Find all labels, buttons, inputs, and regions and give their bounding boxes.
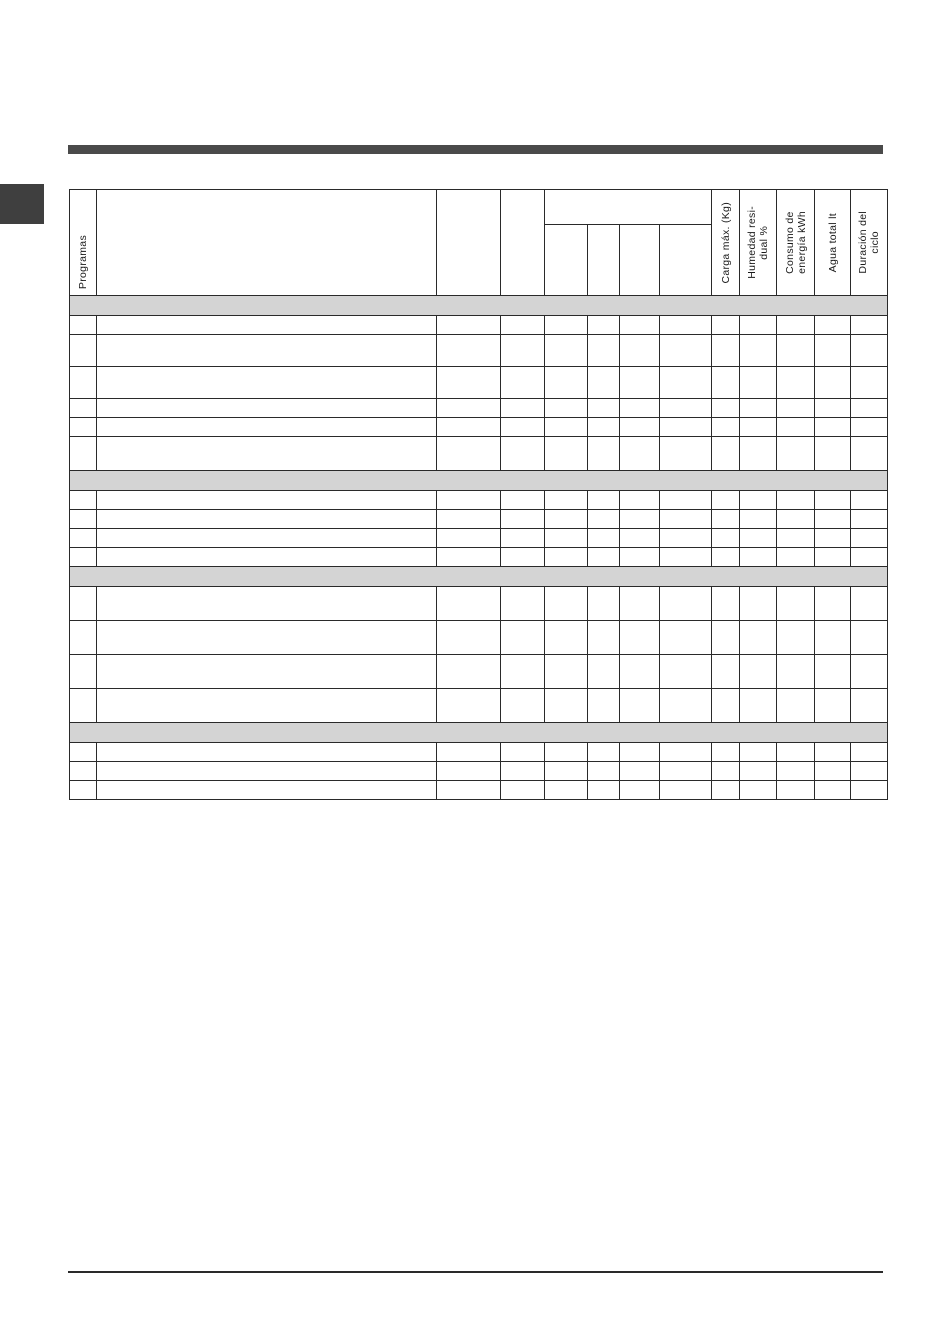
program-cell: [97, 529, 437, 548]
program-cell: [660, 418, 712, 437]
program-cell: [588, 367, 620, 399]
program-cell: [777, 621, 815, 655]
program-cell: [712, 316, 740, 335]
program-cell: [437, 335, 501, 367]
program-cell: [851, 762, 888, 781]
program-cell: [740, 743, 777, 762]
program-cell: [588, 510, 620, 529]
program-cell: [545, 587, 588, 621]
program-cell: [620, 548, 660, 567]
header-sub-col-2: [588, 225, 620, 296]
program-cell: [70, 743, 97, 762]
program-cell: [97, 689, 437, 723]
program-cell: [712, 418, 740, 437]
program-cell: [501, 335, 545, 367]
program-cell: [660, 762, 712, 781]
program-cell: [97, 335, 437, 367]
program-row: [70, 621, 888, 655]
program-cell: [437, 548, 501, 567]
program-cell: [712, 437, 740, 471]
program-cell: [501, 621, 545, 655]
program-cell: [660, 781, 712, 800]
program-cell: [70, 491, 97, 510]
group-header-row: [70, 567, 888, 587]
header-carga-max: [712, 190, 740, 296]
program-cell: [660, 529, 712, 548]
program-cell: [501, 548, 545, 567]
program-row: [70, 587, 888, 621]
program-cell: [437, 367, 501, 399]
program-cell: [545, 510, 588, 529]
program-cell: [70, 548, 97, 567]
program-cell: [620, 743, 660, 762]
program-cell: [815, 548, 851, 567]
program-cell: [545, 335, 588, 367]
program-cell: [712, 399, 740, 418]
program-cell: [777, 587, 815, 621]
program-cell: [620, 510, 660, 529]
program-cell: [815, 689, 851, 723]
program-cell: [777, 367, 815, 399]
program-cell: [545, 743, 588, 762]
header-sub-col-1: [545, 225, 588, 296]
program-cell: [501, 743, 545, 762]
program-cell: [437, 437, 501, 471]
program-cell: [588, 743, 620, 762]
program-cell: [777, 437, 815, 471]
program-cell: [70, 587, 97, 621]
program-cell: [545, 491, 588, 510]
program-cell: [97, 399, 437, 418]
program-cell: [660, 510, 712, 529]
program-cell: [815, 743, 851, 762]
footer-rule: [68, 1271, 883, 1273]
program-cell: [501, 587, 545, 621]
program-cell: [851, 335, 888, 367]
program-cell: [660, 655, 712, 689]
program-cell: [97, 510, 437, 529]
program-cell: [620, 491, 660, 510]
program-row: [70, 335, 888, 367]
program-row: [70, 418, 888, 437]
program-cell: [545, 437, 588, 471]
program-row: [70, 529, 888, 548]
program-cell: [588, 491, 620, 510]
program-cell: [851, 491, 888, 510]
program-cell: [712, 781, 740, 800]
program-cell: [815, 510, 851, 529]
program-cell: [437, 399, 501, 418]
program-cell: [97, 587, 437, 621]
program-cell: [501, 529, 545, 548]
program-cell: [851, 529, 888, 548]
program-cell: [501, 437, 545, 471]
program-cell: [437, 762, 501, 781]
program-cell: [620, 781, 660, 800]
program-cell: [545, 781, 588, 800]
program-cell: [740, 529, 777, 548]
program-cell: [851, 587, 888, 621]
program-cell: [545, 762, 588, 781]
program-cell: [588, 399, 620, 418]
program-cell: [851, 621, 888, 655]
program-cell: [97, 491, 437, 510]
program-cell: [777, 689, 815, 723]
program-cell: [851, 367, 888, 399]
program-cell: [437, 529, 501, 548]
program-cell: [851, 316, 888, 335]
program-cell: [588, 781, 620, 800]
header-carga-max-label: Carga máx. (Kg): [719, 201, 732, 284]
program-cell: [501, 399, 545, 418]
program-row: [70, 743, 888, 762]
program-cell: [740, 367, 777, 399]
program-cell: [545, 689, 588, 723]
program-row: [70, 781, 888, 800]
program-cell: [545, 529, 588, 548]
program-cell: [70, 655, 97, 689]
program-cell: [777, 743, 815, 762]
program-cell: [740, 621, 777, 655]
program-cell: [545, 316, 588, 335]
program-cell: [815, 491, 851, 510]
program-cell: [70, 399, 97, 418]
program-cell: [660, 621, 712, 655]
group-header-cell: [70, 471, 888, 491]
program-cell: [70, 335, 97, 367]
program-cell: [660, 367, 712, 399]
program-cell: [70, 762, 97, 781]
program-cell: [851, 418, 888, 437]
program-cell: [588, 316, 620, 335]
program-cell: [97, 781, 437, 800]
header-consumo-label: Consumo de energía kWh: [783, 211, 808, 274]
program-cell: [70, 316, 97, 335]
program-cell: [588, 529, 620, 548]
program-cell: [501, 491, 545, 510]
header-group-span: [545, 190, 712, 225]
program-row: [70, 316, 888, 335]
program-cell: [501, 316, 545, 335]
program-cell: [70, 529, 97, 548]
program-cell: [97, 743, 437, 762]
program-cell: [740, 399, 777, 418]
header-humedad: [740, 190, 777, 296]
program-cell: [660, 316, 712, 335]
program-cell: [620, 689, 660, 723]
program-cell: [815, 418, 851, 437]
program-cell: [545, 621, 588, 655]
program-cell: [437, 418, 501, 437]
header-programas: [70, 190, 97, 296]
program-cell: [815, 316, 851, 335]
program-cell: [620, 762, 660, 781]
program-cell: [712, 621, 740, 655]
program-cell: [712, 587, 740, 621]
program-cell: [660, 437, 712, 471]
program-cell: [620, 399, 660, 418]
program-cell: [620, 335, 660, 367]
program-cell: [620, 621, 660, 655]
program-cell: [660, 689, 712, 723]
program-cell: [501, 762, 545, 781]
program-cell: [97, 655, 437, 689]
program-cell: [777, 335, 815, 367]
program-cell: [777, 491, 815, 510]
program-cell: [777, 655, 815, 689]
program-cell: [815, 437, 851, 471]
program-cell: [712, 743, 740, 762]
program-cell: [712, 335, 740, 367]
program-cell: [660, 399, 712, 418]
program-cell: [777, 548, 815, 567]
header-agua-label: Agua total lt: [826, 212, 839, 273]
program-cell: [70, 621, 97, 655]
program-cell: [437, 689, 501, 723]
program-cell: [851, 548, 888, 567]
program-cell: [588, 689, 620, 723]
header-agua: [815, 190, 851, 296]
program-cell: [660, 743, 712, 762]
program-cell: [815, 781, 851, 800]
program-cell: [545, 418, 588, 437]
program-cell: [545, 548, 588, 567]
program-cell: [815, 335, 851, 367]
program-cell: [815, 367, 851, 399]
program-cell: [815, 655, 851, 689]
program-cell: [777, 529, 815, 548]
program-cell: [777, 781, 815, 800]
program-cell: [437, 316, 501, 335]
program-cell: [740, 655, 777, 689]
program-cell: [97, 437, 437, 471]
program-cell: [740, 689, 777, 723]
program-cell: [815, 621, 851, 655]
program-cell: [777, 316, 815, 335]
program-cell: [740, 762, 777, 781]
program-cell: [712, 762, 740, 781]
program-cell: [97, 367, 437, 399]
program-cell: [501, 689, 545, 723]
program-cell: [70, 367, 97, 399]
program-cell: [588, 335, 620, 367]
program-cell: [712, 367, 740, 399]
group-header-row: [70, 471, 888, 491]
header-duracion: [851, 190, 888, 296]
program-cell: [620, 418, 660, 437]
program-row: [70, 367, 888, 399]
program-cell: [851, 510, 888, 529]
program-cell: [588, 621, 620, 655]
program-cell: [620, 367, 660, 399]
program-cell: [588, 587, 620, 621]
header-description: [97, 190, 437, 296]
header-sub-col-3: [620, 225, 660, 296]
group-header-cell: [70, 723, 888, 743]
program-cell: [437, 781, 501, 800]
program-cell: [712, 689, 740, 723]
header-consumo: [777, 190, 815, 296]
program-cell: [97, 316, 437, 335]
program-cell: [437, 655, 501, 689]
program-row: [70, 510, 888, 529]
program-cell: [851, 743, 888, 762]
program-row: [70, 548, 888, 567]
program-cell: [740, 437, 777, 471]
program-cell: [740, 781, 777, 800]
program-cell: [777, 399, 815, 418]
program-cell: [545, 655, 588, 689]
program-cell: [851, 399, 888, 418]
program-cell: [712, 548, 740, 567]
program-cell: [712, 491, 740, 510]
program-cell: [437, 491, 501, 510]
program-cell: [588, 437, 620, 471]
program-cell: [501, 781, 545, 800]
program-cell: [660, 491, 712, 510]
group-header-row: [70, 723, 888, 743]
program-cell: [740, 587, 777, 621]
program-cell: [851, 655, 888, 689]
program-cell: [620, 655, 660, 689]
header-programas-label: Programas: [77, 234, 89, 289]
program-cell: [712, 510, 740, 529]
program-cell: [97, 418, 437, 437]
program-cell: [97, 621, 437, 655]
group-header-cell: [70, 296, 888, 316]
program-cell: [777, 762, 815, 781]
program-cell: [501, 655, 545, 689]
group-header-row: [70, 296, 888, 316]
program-cell: [660, 587, 712, 621]
program-cell: [712, 655, 740, 689]
program-cell: [501, 418, 545, 437]
program-cell: [588, 762, 620, 781]
program-cell: [501, 367, 545, 399]
program-cell: [70, 418, 97, 437]
program-cell: [815, 399, 851, 418]
header-rule: [68, 145, 883, 154]
program-row: [70, 437, 888, 471]
header-col-4: [501, 190, 545, 296]
program-cell: [70, 689, 97, 723]
program-cell: [437, 621, 501, 655]
program-cell: [660, 548, 712, 567]
program-cell: [851, 689, 888, 723]
program-cell: [437, 587, 501, 621]
programs-table: [69, 189, 888, 800]
program-cell: [620, 529, 660, 548]
program-cell: [620, 587, 660, 621]
program-cell: [740, 548, 777, 567]
program-cell: [740, 335, 777, 367]
header-sub-col-4: [660, 225, 712, 296]
header-col-3: [437, 190, 501, 296]
group-header-cell: [70, 567, 888, 587]
program-cell: [501, 510, 545, 529]
program-row: [70, 689, 888, 723]
program-row: [70, 491, 888, 510]
header-humedad-label: Humedad resi- dual %: [746, 206, 770, 279]
program-cell: [545, 367, 588, 399]
program-cell: [740, 510, 777, 529]
program-cell: [97, 762, 437, 781]
header-row-top: [70, 190, 888, 225]
program-row: [70, 762, 888, 781]
program-cell: [70, 437, 97, 471]
program-cell: [70, 510, 97, 529]
program-cell: [815, 587, 851, 621]
program-cell: [740, 316, 777, 335]
program-cell: [660, 335, 712, 367]
language-tab-marker: [0, 184, 44, 224]
program-cell: [545, 399, 588, 418]
program-cell: [851, 437, 888, 471]
program-cell: [777, 418, 815, 437]
program-cell: [740, 418, 777, 437]
program-cell: [97, 548, 437, 567]
program-cell: [437, 743, 501, 762]
program-cell: [712, 529, 740, 548]
program-cell: [70, 781, 97, 800]
program-cell: [815, 529, 851, 548]
program-cell: [588, 548, 620, 567]
program-cell: [777, 510, 815, 529]
program-cell: [815, 762, 851, 781]
program-cell: [588, 418, 620, 437]
program-cell: [588, 655, 620, 689]
program-cell: [437, 510, 501, 529]
program-row: [70, 655, 888, 689]
program-cell: [740, 491, 777, 510]
program-cell: [620, 437, 660, 471]
program-row: [70, 399, 888, 418]
program-cell: [851, 781, 888, 800]
program-cell: [620, 316, 660, 335]
header-duracion-label: Duración del ciclo: [857, 211, 881, 274]
